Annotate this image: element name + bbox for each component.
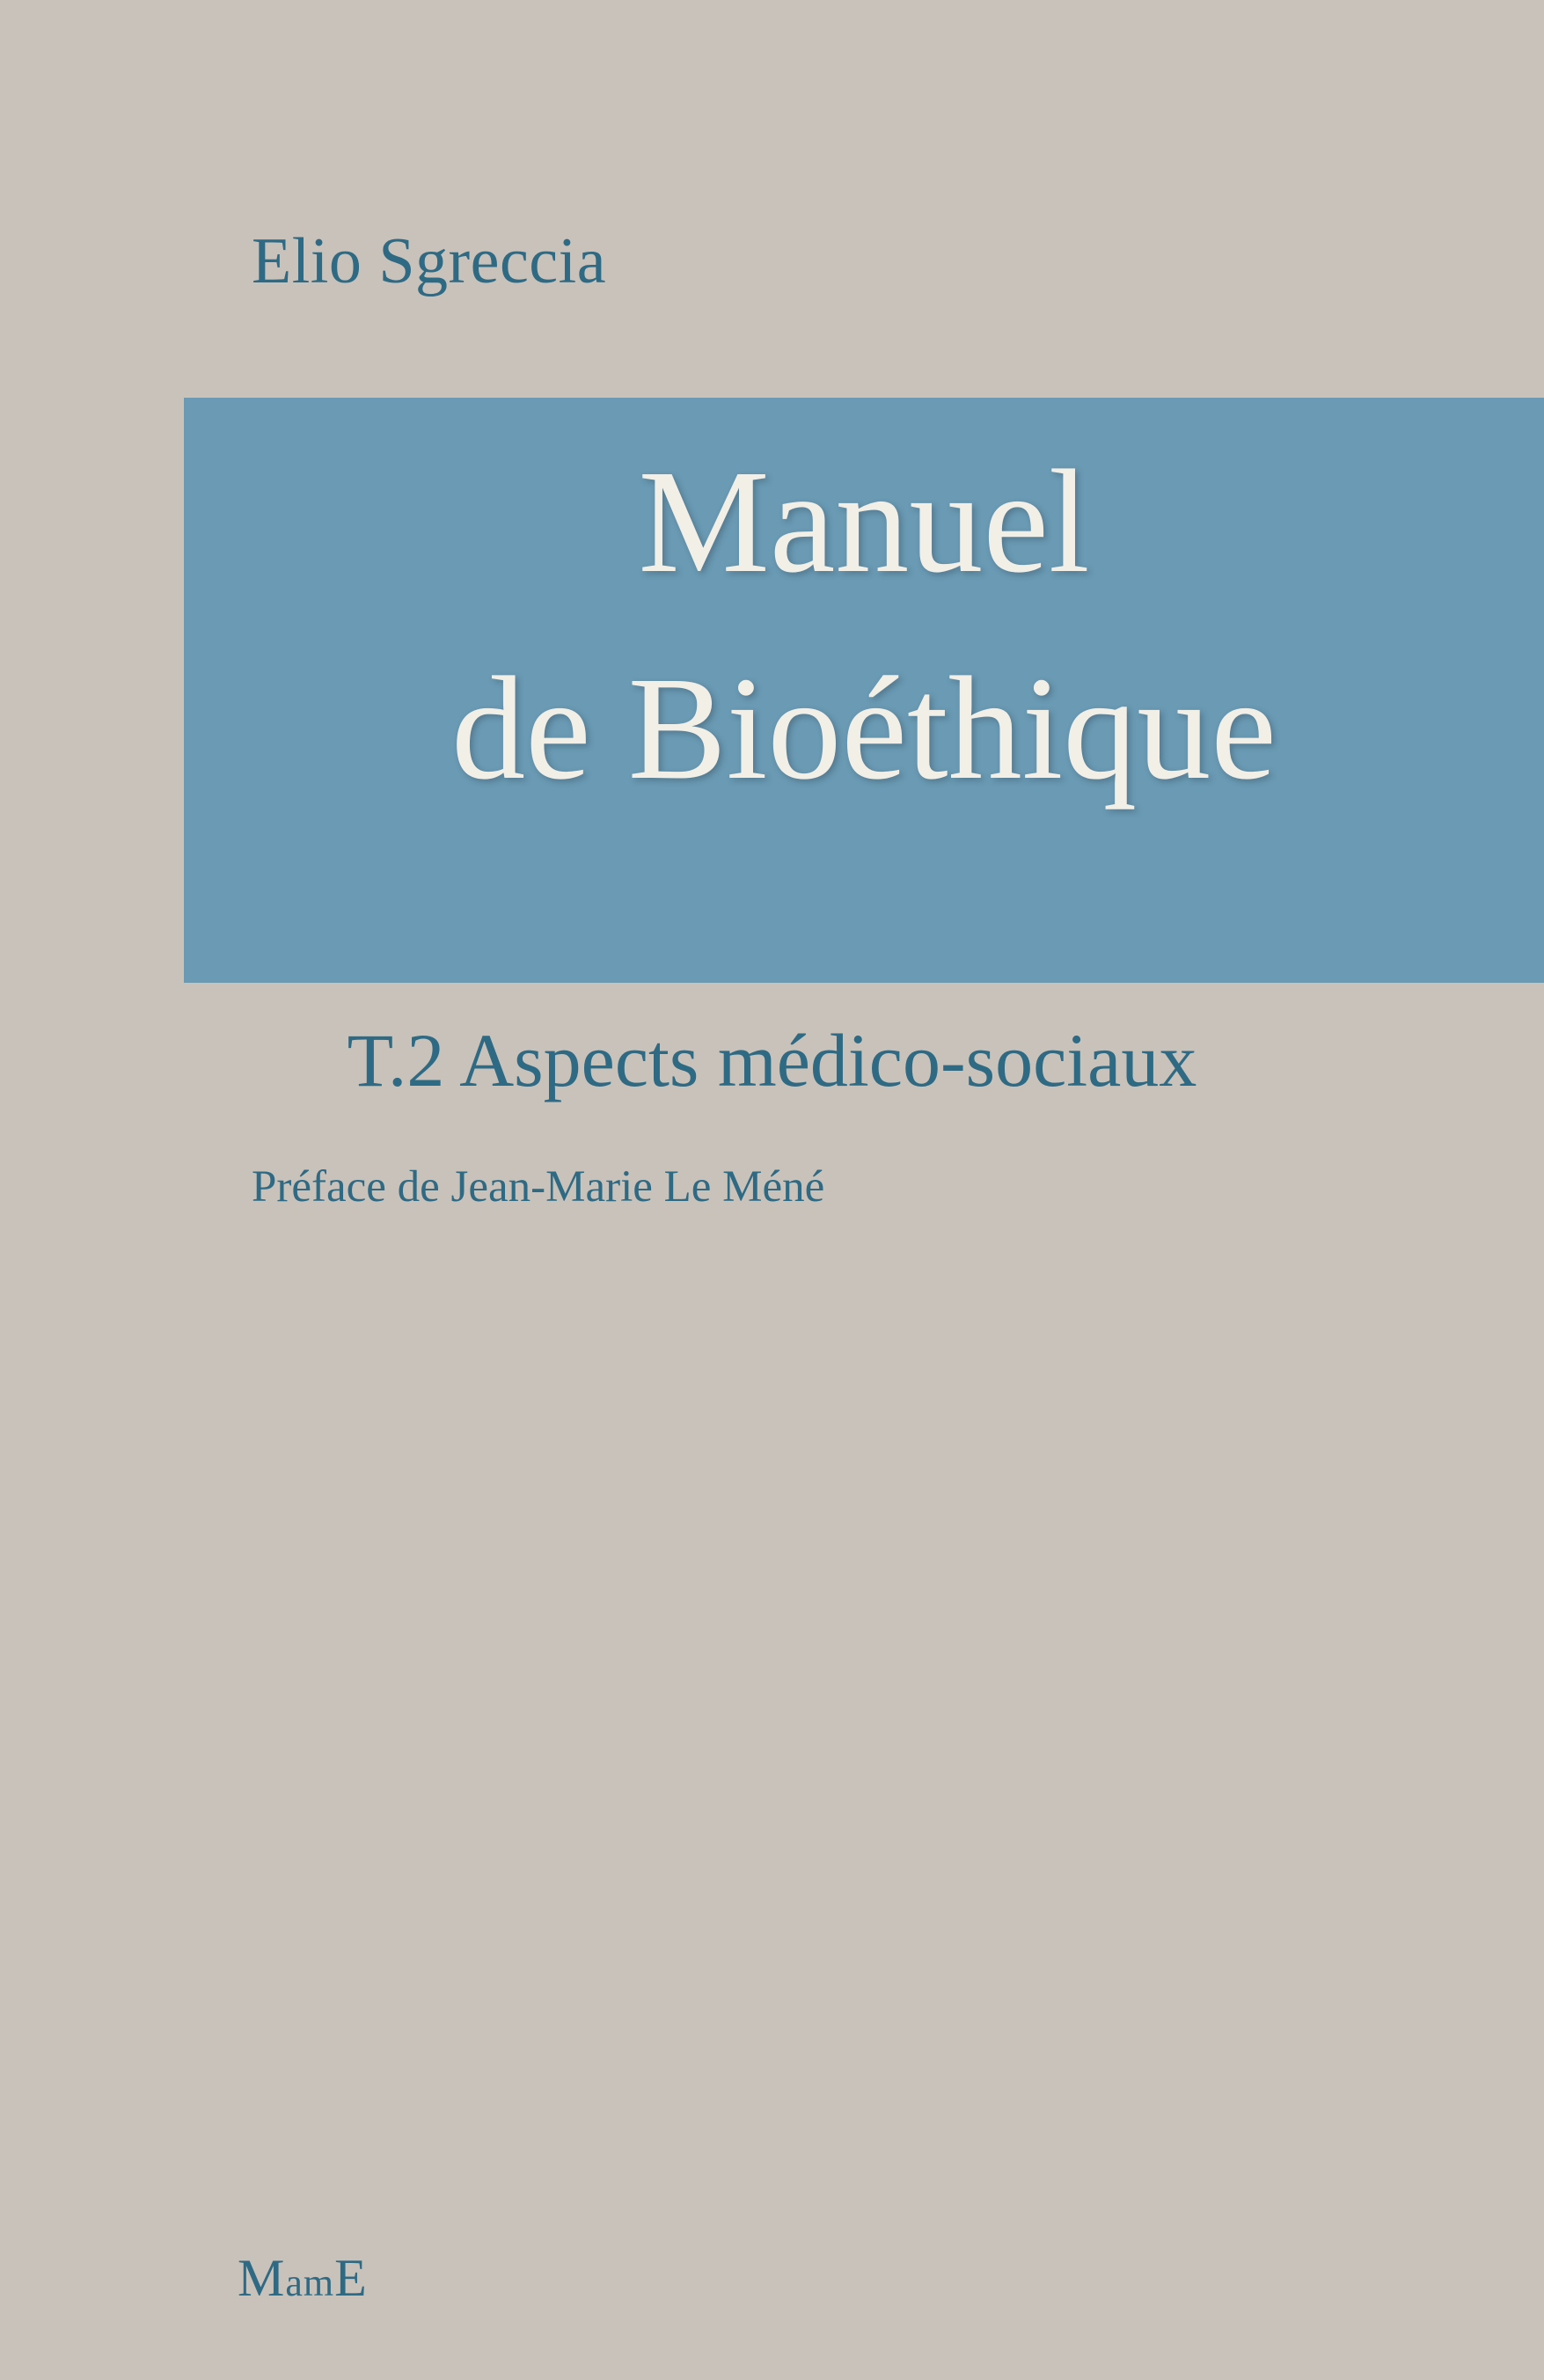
publisher-logo-part-3: E (334, 2249, 368, 2307)
book-title-line-1: Manuel (638, 440, 1090, 604)
title-band (184, 398, 1544, 983)
preface-credit: Préface de Jean-Marie Le Méné (252, 1162, 825, 1212)
book-title-line-2: de Bioéthique (451, 647, 1277, 810)
publisher-logo (238, 2248, 368, 2309)
publisher-logo-part-2: am (285, 2261, 335, 2304)
author-name: Elio Sgreccia (252, 225, 607, 297)
book-subtitle: T.2 Aspects médico-sociaux (347, 1018, 1197, 1102)
publisher-logo-part-1: M (238, 2249, 286, 2307)
